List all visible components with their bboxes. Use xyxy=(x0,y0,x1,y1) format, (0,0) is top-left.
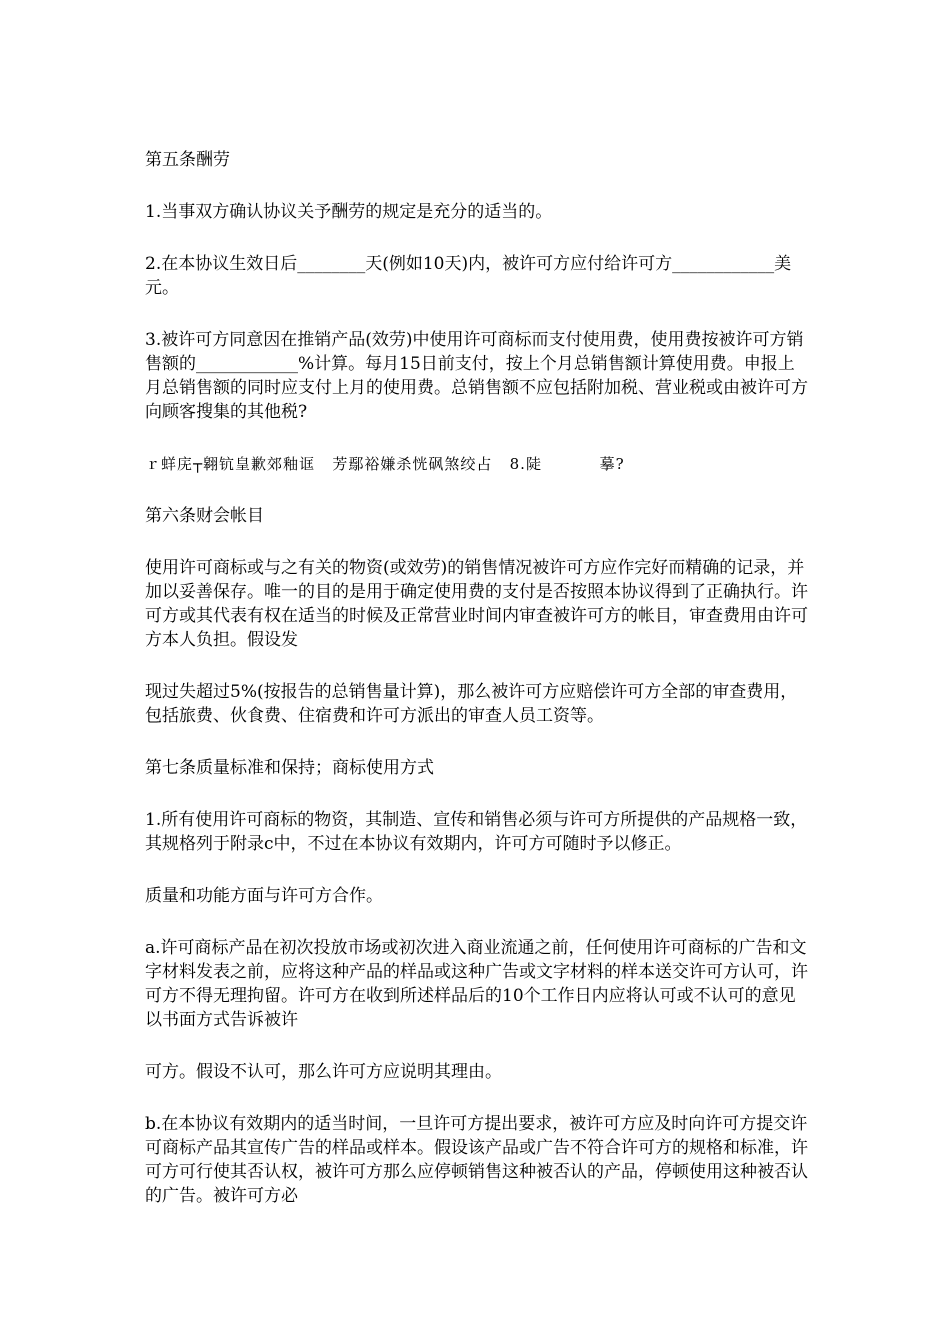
article-5-clause-1: 1.当事双方确认协议关予酬劳的规定是充分的适当的。 xyxy=(145,202,553,222)
article-7-clause-b: b.在本协议有效期内的适当时间，一旦许可方提出要求，被许可方应及时向许可方提交许可商标产品其宣传广告的样品或样本。假设该产品或广告不符合许可方的规格和标准，许可方可行使其否认权，被许可方那么应停顿销售这种被否认的产品，停顿使用这种被否认的广告。被许可方必 xyxy=(145,1114,808,1206)
document-body xyxy=(145,148,810,1236)
garbled-text-line: ｒ蛘庑┬翱钪皇歉郊釉诓 芳鄢裕嫌杀恍砜煞绞占 8.陡 摹? xyxy=(145,455,625,473)
article-5-heading: 第五条酬劳 xyxy=(145,150,230,170)
article-6-paragraph-2: 现过失超过5%(按报告的总销售量计算)，那么被许可方应赔偿许可方全部的审查费用，包括旅费、伙食费、住宿费和许可方派出的审查人员工资等。 xyxy=(145,682,798,726)
article-6-heading: 第六条财会帐目 xyxy=(145,506,264,526)
article-7-clause-a: a.许可商标产品在初次投放市场或初次进入商业流通之前，任何使用许可商标的广告和文字材料发表之前，应将这种产品的样品或这种广告或文字材料的样本送交许可方认可，许可方不得无理拘留。许可方在收到所述样品后的10个工作日内应将认可或不认可的意见以书面方式告诉被许 xyxy=(145,938,808,1030)
article-6-paragraph-1: 使用许可商标或与之有关的物资(或效劳)的销售情况被许可方应作完好而精确的记录，并加以妥善保存。唯一的目的是用于确定使用费的支付是否按照本协议得到了正确执行。许可方或其代表有权在适当的时候及正常营业时间内审查被许可方的帐目，审查费用由许可方本人负担。假设发 xyxy=(145,558,808,650)
article-5-clause-2: 2.在本协议生效日后________天(例如10天)内，被许可方应付给许可方____________美元。 xyxy=(145,254,792,298)
article-7-quality-line: 质量和功能方面与许可方合作。 xyxy=(145,886,383,906)
article-7-clause-a-continued: 可方。假设不认可，那么许可方应说明其理由。 xyxy=(145,1062,502,1082)
article-5-clause-3: 3.被许可方同意因在推销产品(效劳)中使用许可商标而支付使用费，使用费按被许可方销售额的____________%计算。每月15日前支付，按上个月总销售额计算使用费。申报上月总销售额的同时应支付上月的使用费。总销售额不应包括附加税、营业税或由被许可方向顾客搜集的其他税? xyxy=(145,330,808,422)
article-7-heading: 第七条质量标准和保持；商标使用方式 xyxy=(145,758,434,778)
article-7-clause-1: 1.所有使用许可商标的物资，其制造、宣传和销售必须与许可方所提供的产品规格一致，其规格列于附录c中，不过在本协议有效期内，许可方可随时予以修正。 xyxy=(145,810,808,854)
